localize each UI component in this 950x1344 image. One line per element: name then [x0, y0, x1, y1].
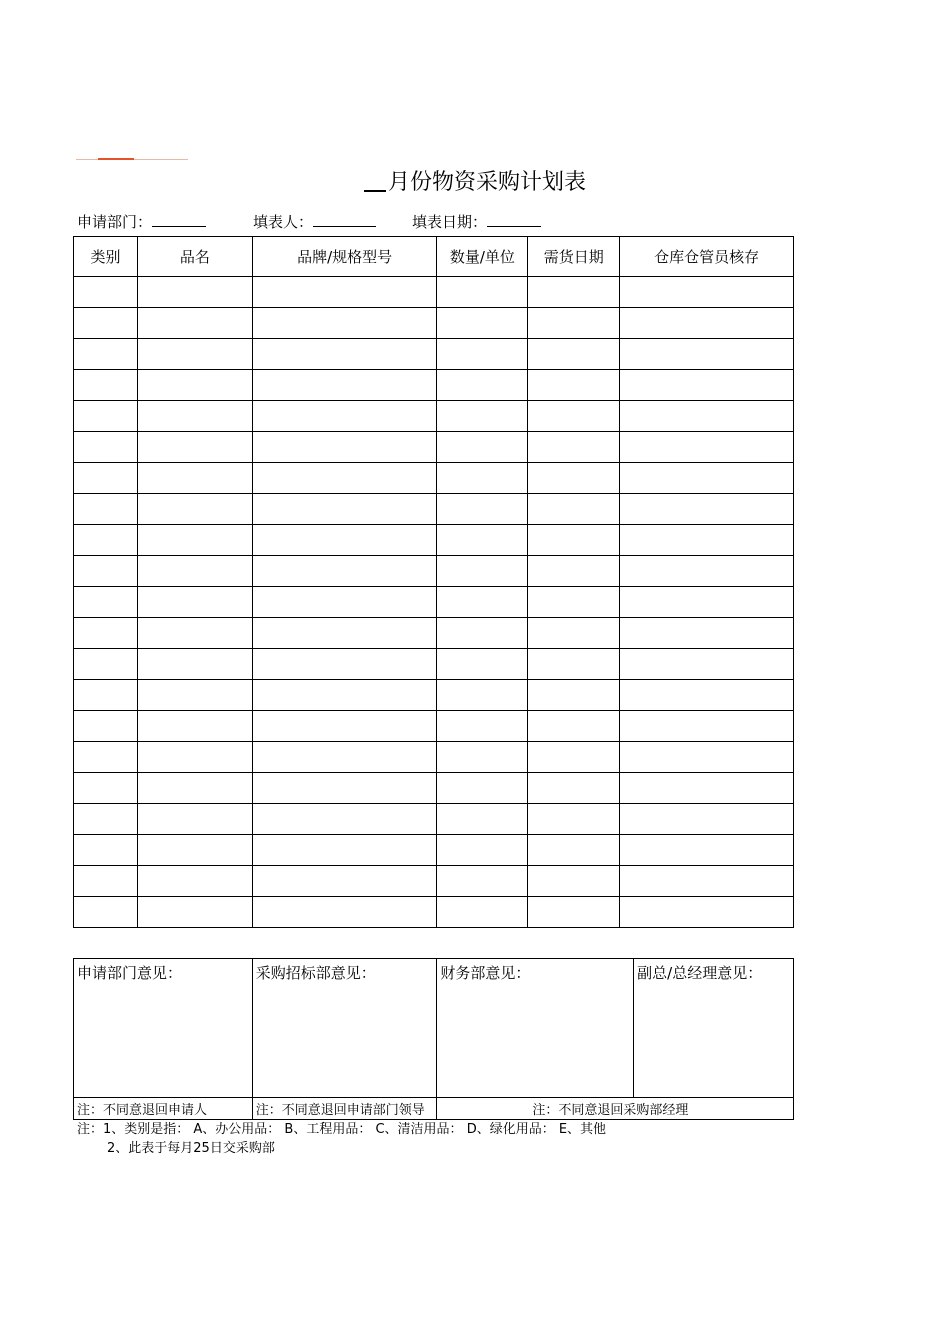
table-cell[interactable]	[528, 742, 620, 773]
filler-field	[253, 210, 376, 233]
table-cell[interactable]	[74, 494, 138, 525]
table-cell[interactable]	[74, 370, 138, 401]
table-cell[interactable]	[620, 525, 794, 556]
table-cell[interactable]	[74, 463, 138, 494]
table-row	[74, 494, 794, 525]
table-cell[interactable]	[252, 401, 437, 432]
filler-input[interactable]	[313, 210, 376, 227]
table-cell[interactable]	[528, 866, 620, 897]
table-cell[interactable]	[74, 835, 138, 866]
table-cell[interactable]	[620, 277, 794, 308]
table-cell[interactable]	[252, 432, 437, 463]
table-cell[interactable]	[528, 618, 620, 649]
table-cell[interactable]	[437, 711, 528, 742]
table-cell[interactable]	[528, 277, 620, 308]
table-cell[interactable]	[74, 587, 138, 618]
header-required-date: 需货日期	[528, 237, 620, 277]
table-cell[interactable]	[528, 804, 620, 835]
table-row	[74, 432, 794, 463]
table-cell[interactable]	[252, 649, 437, 680]
table-cell[interactable]	[137, 835, 252, 866]
table-cell[interactable]	[252, 587, 437, 618]
table-cell[interactable]	[528, 339, 620, 370]
header-brand-spec: 品牌/规格型号	[252, 237, 437, 277]
table-cell[interactable]	[620, 370, 794, 401]
decorative-accent	[98, 158, 134, 160]
table-cell[interactable]	[620, 618, 794, 649]
table-cell[interactable]	[437, 556, 528, 587]
table-cell[interactable]	[252, 742, 437, 773]
table-cell[interactable]	[620, 494, 794, 525]
table-row	[74, 897, 794, 928]
table-cell[interactable]	[74, 401, 138, 432]
table-cell[interactable]	[620, 649, 794, 680]
table-cell[interactable]	[74, 618, 138, 649]
table-cell[interactable]	[620, 897, 794, 928]
table-row	[74, 773, 794, 804]
table-cell[interactable]	[528, 432, 620, 463]
table-cell[interactable]	[437, 463, 528, 494]
table-cell[interactable]	[252, 804, 437, 835]
decorative-line	[76, 159, 188, 160]
table-cell[interactable]	[137, 587, 252, 618]
table-row	[74, 277, 794, 308]
table-cell[interactable]	[437, 370, 528, 401]
table-row	[74, 556, 794, 587]
table-cell[interactable]	[437, 308, 528, 339]
footnote-deadline: 2、此表于每月25日交采购部	[107, 1141, 275, 1156]
table-cell[interactable]	[620, 401, 794, 432]
note-finance-manager: 注：不同意退回采购部经理	[437, 1098, 794, 1120]
page-title	[0, 168, 950, 198]
table-row	[74, 308, 794, 339]
table-cell[interactable]	[74, 773, 138, 804]
table-cell[interactable]	[528, 370, 620, 401]
table-cell[interactable]	[252, 897, 437, 928]
footnote-category: 注：1、类别是指： A、办公用品： B、工程用品： C、清洁用品： D、绿化用品： E、其他	[77, 1122, 607, 1137]
table-cell[interactable]	[137, 401, 252, 432]
table-cell[interactable]	[437, 897, 528, 928]
table-cell[interactable]	[528, 711, 620, 742]
table-cell[interactable]	[528, 308, 620, 339]
table-header-row	[74, 237, 794, 277]
table-row	[74, 680, 794, 711]
table-cell[interactable]	[74, 339, 138, 370]
table-cell[interactable]	[528, 525, 620, 556]
table-cell[interactable]	[437, 494, 528, 525]
table-cell[interactable]	[620, 866, 794, 897]
table-row	[74, 401, 794, 432]
table-cell[interactable]	[137, 866, 252, 897]
table-cell[interactable]	[137, 308, 252, 339]
table-cell[interactable]	[437, 742, 528, 773]
table-cell[interactable]	[252, 680, 437, 711]
table-cell[interactable]	[74, 556, 138, 587]
procurement-opinion[interactable]: 采购招标部意见：	[252, 959, 437, 1098]
table-cell[interactable]	[137, 556, 252, 587]
table-cell[interactable]	[528, 463, 620, 494]
department-label: 申请部门：	[77, 213, 153, 231]
table-cell[interactable]	[437, 432, 528, 463]
table-cell[interactable]	[528, 587, 620, 618]
table-row	[74, 339, 794, 370]
table-cell[interactable]	[74, 277, 138, 308]
table-cell[interactable]	[528, 773, 620, 804]
table-cell[interactable]	[437, 773, 528, 804]
table-cell[interactable]	[74, 742, 138, 773]
table-row	[74, 463, 794, 494]
table-cell[interactable]	[252, 618, 437, 649]
table-cell[interactable]	[620, 339, 794, 370]
table-cell[interactable]	[74, 866, 138, 897]
month-blank[interactable]	[364, 168, 386, 192]
table-row	[74, 742, 794, 773]
note-procurement: 注：不同意退回申请部门领导	[252, 1098, 437, 1120]
table-cell[interactable]	[74, 525, 138, 556]
table-cell[interactable]	[437, 680, 528, 711]
table-cell[interactable]	[620, 432, 794, 463]
table-row	[74, 804, 794, 835]
header-quantity-unit: 数量/单位	[437, 237, 528, 277]
table-cell[interactable]	[437, 835, 528, 866]
table-cell[interactable]	[437, 587, 528, 618]
table-cell[interactable]	[620, 463, 794, 494]
table-cell[interactable]	[620, 587, 794, 618]
table-cell[interactable]	[437, 401, 528, 432]
table-cell[interactable]	[528, 401, 620, 432]
table-row	[74, 587, 794, 618]
table-cell[interactable]	[528, 494, 620, 525]
table-cell[interactable]	[137, 680, 252, 711]
table-cell[interactable]	[252, 556, 437, 587]
table-cell[interactable]	[437, 277, 528, 308]
department-input[interactable]	[152, 210, 206, 227]
table-cell[interactable]	[620, 711, 794, 742]
department-field	[77, 210, 206, 233]
table-cell[interactable]	[620, 680, 794, 711]
table-row	[74, 711, 794, 742]
table-cell[interactable]	[74, 432, 138, 463]
table-cell[interactable]	[137, 494, 252, 525]
filler-label: 填表人：	[253, 213, 314, 231]
table-cell[interactable]	[137, 432, 252, 463]
table-cell[interactable]	[620, 773, 794, 804]
applicant-dept-opinion[interactable]: 申请部门意见：	[74, 959, 253, 1098]
table-cell[interactable]	[528, 835, 620, 866]
table-cell[interactable]	[137, 742, 252, 773]
table-cell[interactable]	[137, 804, 252, 835]
table-cell[interactable]	[437, 618, 528, 649]
date-field	[412, 210, 541, 233]
table-cell[interactable]	[137, 370, 252, 401]
table-cell[interactable]	[137, 773, 252, 804]
table-cell[interactable]	[74, 804, 138, 835]
manager-opinion[interactable]: 副总/总经理意见：	[634, 959, 794, 1098]
table-cell[interactable]	[74, 711, 138, 742]
purchase-plan-table	[73, 236, 794, 928]
table-cell[interactable]	[528, 649, 620, 680]
finance-opinion[interactable]: 财务部意见：	[437, 959, 634, 1098]
date-input[interactable]	[487, 210, 541, 227]
table-cell[interactable]	[137, 897, 252, 928]
table-row	[74, 618, 794, 649]
table-cell[interactable]	[252, 835, 437, 866]
table-cell[interactable]	[437, 649, 528, 680]
header-warehouse-stock: 仓库仓管员核存	[620, 237, 794, 277]
table-row	[74, 835, 794, 866]
table-cell[interactable]	[74, 308, 138, 339]
table-cell[interactable]	[437, 339, 528, 370]
table-cell[interactable]	[137, 277, 252, 308]
table-cell[interactable]	[620, 556, 794, 587]
table-cell[interactable]	[137, 649, 252, 680]
table-cell[interactable]	[437, 525, 528, 556]
table-row	[74, 649, 794, 680]
table-cell[interactable]	[528, 897, 620, 928]
table-row	[74, 525, 794, 556]
table-cell[interactable]	[137, 339, 252, 370]
table-cell[interactable]	[252, 773, 437, 804]
table-cell[interactable]	[137, 463, 252, 494]
table-cell[interactable]	[252, 277, 437, 308]
table-cell[interactable]	[620, 742, 794, 773]
table-cell[interactable]	[252, 866, 437, 897]
header-item-name: 品名	[137, 237, 252, 277]
table-cell[interactable]	[137, 618, 252, 649]
table-cell[interactable]	[252, 370, 437, 401]
table-cell[interactable]	[252, 711, 437, 742]
table-cell[interactable]	[252, 339, 437, 370]
header-category: 类别	[74, 237, 138, 277]
table-cell[interactable]	[620, 308, 794, 339]
table-cell[interactable]	[528, 556, 620, 587]
note-applicant: 注：不同意退回申请人	[74, 1098, 253, 1120]
table-cell[interactable]	[137, 525, 252, 556]
title-text: 月份物资采购计划表	[387, 170, 586, 195]
table-cell[interactable]	[252, 308, 437, 339]
table-row	[74, 370, 794, 401]
table-cell[interactable]	[528, 680, 620, 711]
date-label: 填表日期：	[412, 213, 488, 231]
table-cell[interactable]	[137, 711, 252, 742]
table-cell[interactable]	[620, 804, 794, 835]
table-cell[interactable]	[437, 804, 528, 835]
table-cell[interactable]	[74, 897, 138, 928]
table-cell[interactable]	[74, 680, 138, 711]
table-cell[interactable]	[437, 866, 528, 897]
table-cell[interactable]	[252, 494, 437, 525]
table-cell[interactable]	[252, 463, 437, 494]
approval-table	[73, 958, 794, 1120]
table-cell[interactable]	[252, 525, 437, 556]
table-cell[interactable]	[620, 835, 794, 866]
table-row	[74, 866, 794, 897]
table-cell[interactable]	[74, 649, 138, 680]
